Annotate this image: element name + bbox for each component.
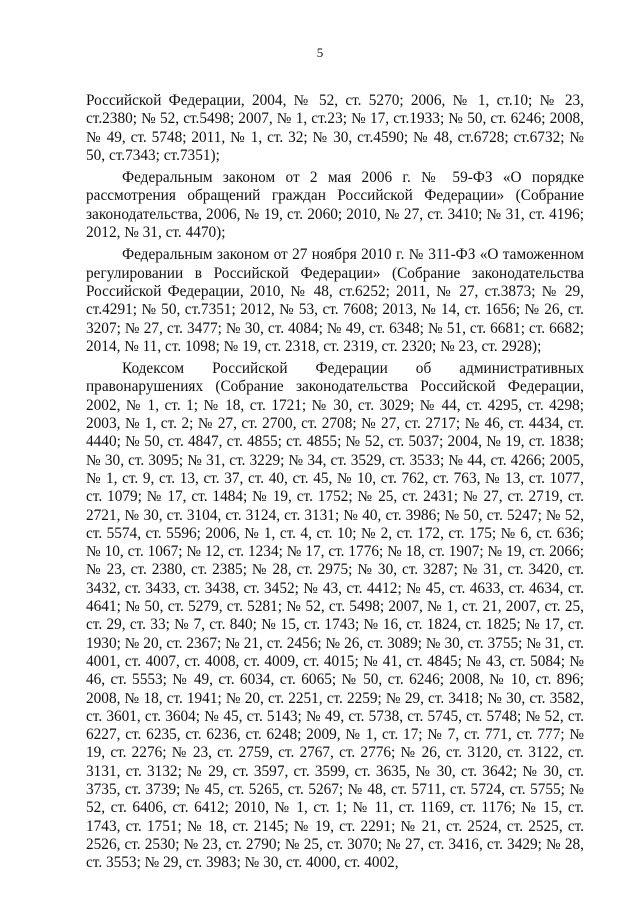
page-number: 5 <box>316 45 324 60</box>
paragraph-continuation: Российской Федерации, 2004, № 52, ст. 5270; 2006, № 1, ст.10; № 23, ст.2380; № 52, ст.5498; 2007, № 1, ст.23; № 17, ст.1933; № 50, ст. 6246; 2008, № 49, ст. 5748; 2011, № 1, ст. 32; № 30, ст.4590; № 48, ст.6728; ст.6732; № 50, ст.7343; ст.7351); <box>86 92 584 164</box>
paragraph-law-311-fz: Федеральным законом от 27 ноября 2010 г. № 311-ФЗ «О таможенном регулировании в Российской Федерации» (Собрание законодательства Российской Федерации, 2010, № 48, ст.6252; 2011, № 27, ст.3873; № 29, ст.4291; № 50, ст.7351; 2012, № 53, ст. 7608; 2013, № 14, ст. 1656; № 26, ст. 3207; № 27, ст. 3477; № 30, ст. 4084; № 49, ст. 6348; № 51, ст. 6681; ст. 6682; 2014, № 11, ст. 1098; № 19, ст. 2318, ст. 2319, ст. 2320; № 23, ст. 2928); <box>86 246 584 355</box>
paragraph-koap: Кодексом Российской Федерации об административных правонарушениях (Собрание законодательства Российской Федерации, 2002, № 1, ст. 1; № 18, ст. 1721; № 30, ст. 3029; № 44, ст. 4295, ст. 4298; 2003, № 1, ст. 2; № 27, ст. 2700, ст. 2708; № 27, ст. 2717; № 46, ст. 4434, ст. 4440; № 50, ст. 4847, ст. 4855; ст. 4855; № 52, ст. 5037; 2004, № 19, ст. 1838; № 30, ст. 3095; № 31, ст. 3229; № 34, ст. 3529, ст. 3533; № 44, ст. 4266; 2005, № 1, ст. 9, ст. 13, ст. 37, ст. 40, ст. 45, № 10, ст. 762, ст. 763, № 13, ст. 1077, ст. 1079; № 17, ст. 1484; № 19, ст. 1752; № 25, ст. 2431; № 27, ст. 2719, ст. 2721, № 30, ст. 3104, ст. 3124, ст. 3131; № 40, ст. 3986; № 50, ст. 5247; № 52, ст. 5574, ст. 5596; 2006, № 1, ст. 4, ст. 10; № 2, ст. 172, ст. 175; № 6, ст. 636; № 10, ст. 1067; № 12, ст. 1234; № 17, ст. 1776; № 18, ст. 1907; № 19, ст. 2066; № 23, ст. 2380, ст. 2385; № 28, ст. 2975; № 30, ст. 3287; № 31, ст. 3420, ст. 3432, ст. 3433, ст. 3438, ст. 3452; № 43, ст. 4412; № 45, ст. 4633, ст. 4634, ст. 4641; № 50, ст. 5279, ст. 5281; № 52, ст. 5498; 2007, № 1, ст. 21, 2007, ст. 25, ст. 29, ст. 33; № 7, ст. 840; № 15, ст. 1743; № 16, ст. 1824, ст. 1825; № 17, ст. 1930; № 20, ст. 2367; № 21, ст. 2456; № 26, ст. 3089; № 30, ст. 3755; № 31, ст. 4001, ст. 4007, ст. 4008, ст. 4009, ст. 4015; № 41, ст. 4845; № 43, ст. 5084; № 46, ст. 5553; № 49, ст. 6034, ст. 6065; № 50, ст. 6246; 2008, № 10, ст. 896; 2008, № 18, ст. 1941; № 20, ст. 2251, ст. 2259; № 29, ст. 3418; № 30, ст. 3582, ст. 3601, ст. 3604; № 45, ст. 5143; № 49, ст. 5738, ст. 5745, ст. 5748; № 52, ст. 6227, ст. 6235, ст. 6236, ст. 6248; 2009, № 1, ст. 17; № 7, ст. 771, ст. 777; № 19, ст. 2276; № 23, ст. 2759, ст. 2767, ст. 2776; № 26, ст. 3120, ст. 3122, ст. 3131, ст. 3132; № 29, ст. 3597, ст. 3599, ст. 3635, № 30, ст. 3642; № 30, ст. 3735, ст. 3739; № 45, ст. 5265, ст. 5267; № 48, ст. 5711, ст. 5724, ст. 5755; № 52, ст. 6406, ст. 6412; 2010, № 1, ст. 1; № 11, ст. 1169, ст. 1176; № 15, ст. 1743, ст. 1751; № 18, ст. 2145; № 19, ст. 2291; № 21, ст. 2524, ст. 2525, ст. 2526, ст. 2530; № 23, ст. 2790; № 25, ст. 3070; № 27, ст. 3416, ст. 3429; № 28, ст. 3553; № 29, ст. 3983; № 30, ст. 4000, ст. 4002, <box>86 360 584 872</box>
paragraph-law-59-fz: Федеральным законом от 2 мая 2006 г. № 59-ФЗ «О порядке рассмотрения обращений граждан Российской Федерации» (Собрание законодательства, 2006, № 19, ст. 2060; 2010, № 27, ст. 3410; № 31, ст. 4196; 2012, № 31, ст. 4470); <box>86 169 584 242</box>
document-body <box>86 92 584 876</box>
